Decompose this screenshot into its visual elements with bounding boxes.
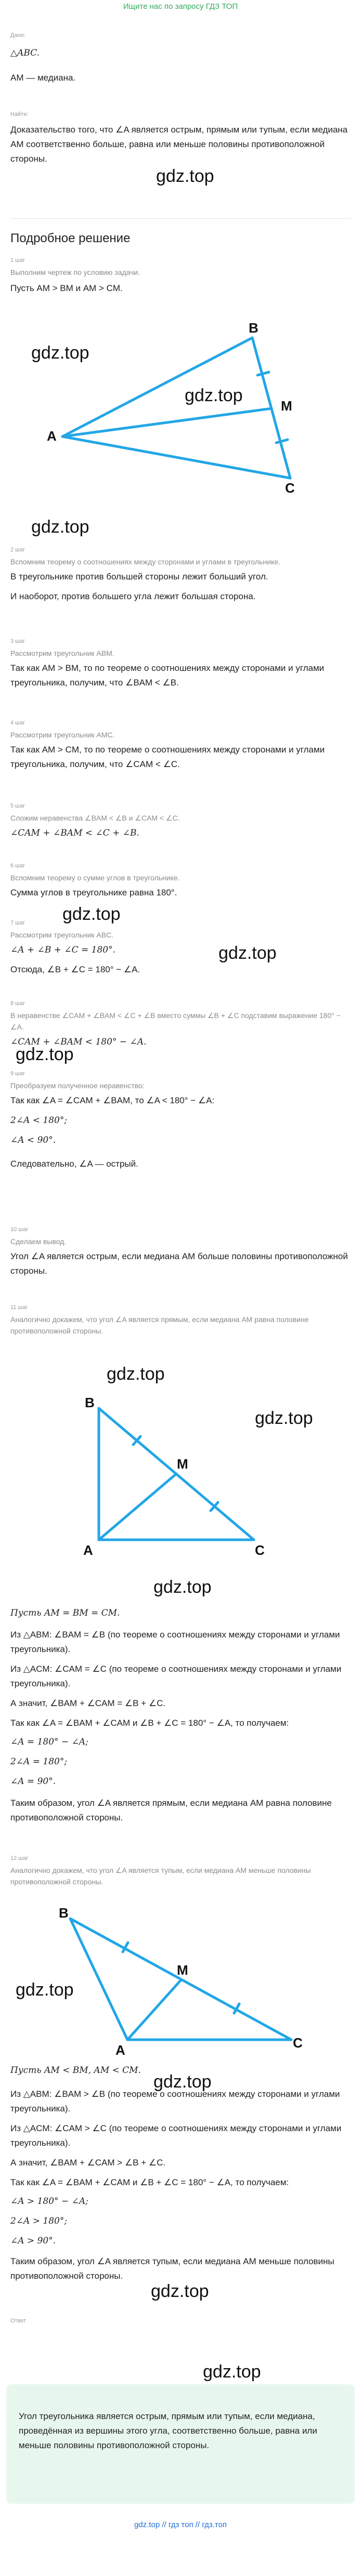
step-text: А значит, ∠BAM + ∠CAM = ∠B + ∠C. bbox=[10, 1698, 166, 1708]
step-title: Рассмотрим треугольник AMC. bbox=[10, 731, 115, 739]
watermark: gdz.top bbox=[107, 1364, 165, 1384]
step-4 bbox=[10, 720, 351, 772]
label-b: B bbox=[249, 320, 259, 336]
step-caption: 4 шаг bbox=[10, 720, 25, 726]
watermark: gdz.top bbox=[16, 1045, 74, 1064]
given-triangle: △ABC. bbox=[10, 48, 40, 58]
watermark: gdz.top bbox=[156, 166, 214, 186]
prove-block bbox=[10, 111, 351, 166]
step-9 bbox=[10, 1071, 351, 1171]
step-text: Пусть AM = BM = CM. bbox=[10, 1608, 120, 1618]
given-median: AM — медиана. bbox=[10, 73, 76, 83]
watermark: gdz.top bbox=[151, 2281, 209, 2301]
answer-text: Угол треугольника является острым, прямым или тупым, если медиана, проведённая из вершины этого угла, соответственно больше, равна или меньше половины противоположной стороны. bbox=[19, 2411, 317, 2450]
step-12-body bbox=[10, 2063, 351, 2283]
step-10 bbox=[10, 1226, 351, 1278]
step-text: 2∠A < 180°; bbox=[10, 1115, 68, 1126]
answer-label: Ответ bbox=[10, 2318, 27, 2324]
step-title: Сложим неравенства ∠BAM < ∠B и ∠CAM < ∠C. bbox=[10, 814, 180, 822]
step-text: Так как AM > CM, то по теореме о соотношениях между сторонами и углами треугольника, получим, что ∠CAM < ∠C. bbox=[10, 745, 325, 769]
step-text: 2∠A = 180°; bbox=[10, 1756, 68, 1767]
step-text: ∠A > 90°. bbox=[10, 2236, 56, 2246]
answer-caption bbox=[10, 2318, 351, 2324]
step-2 bbox=[10, 547, 351, 604]
watermark: gdz.top bbox=[203, 2362, 261, 2382]
step-text: Из △ACM: ∠CAM > ∠C (по теореме о соотношениях между сторонами и углами треугольника). bbox=[10, 2123, 342, 2148]
divider bbox=[10, 218, 351, 219]
step-5 bbox=[10, 803, 351, 840]
step-text: В треугольнике против большей стороны лежит больший угол. bbox=[10, 572, 268, 582]
prove-label: Найти: bbox=[10, 111, 29, 117]
label-b: B bbox=[59, 1905, 69, 1921]
label-m: M bbox=[281, 398, 292, 414]
step-text: Так как ∠A = ∠BAM + ∠CAM и ∠B + ∠C = 180° − ∠A, то получаем: bbox=[10, 2177, 289, 2187]
given-label: Дано: bbox=[10, 32, 25, 38]
step-text: Пусть AM > BM и AM > CM. bbox=[10, 283, 123, 293]
step-3 bbox=[10, 638, 351, 690]
figure-triangle-1 bbox=[0, 317, 361, 494]
label-b: B bbox=[85, 1395, 95, 1410]
step-caption: 10 шаг bbox=[10, 1226, 29, 1233]
step-text: Так как ∠A = ∠BAM + ∠CAM и ∠B + ∠C = 180° − ∠A, то получаем: bbox=[10, 1718, 289, 1728]
step-caption: 7 шаг bbox=[10, 920, 25, 926]
label-a: A bbox=[47, 428, 57, 444]
step-1 bbox=[10, 257, 351, 296]
step-8 bbox=[10, 1000, 351, 1049]
step-text: 2∠A > 180°; bbox=[10, 2216, 68, 2226]
step-caption: 5 шаг bbox=[10, 803, 25, 809]
step-caption: 2 шаг bbox=[10, 547, 25, 553]
step-text: А значит, ∠BAM + ∠CAM > ∠B + ∠C. bbox=[10, 2158, 166, 2168]
given-block bbox=[10, 32, 351, 85]
step-text: Пусть AM < BM, AM < CM. bbox=[10, 2065, 141, 2076]
label-m: M bbox=[177, 1962, 188, 1978]
step-title: В неравенстве ∠CAM + ∠BAM < ∠C + ∠B вместо суммы ∠B + ∠C подставим выражение 180° − ∠A. bbox=[10, 1011, 341, 1031]
step-text: ∠A > 180° − ∠A; bbox=[10, 2196, 88, 2207]
step-title: Рассмотрим треугольник ABC. bbox=[10, 931, 114, 939]
step-6 bbox=[10, 863, 351, 900]
step-text: Из △ACM: ∠CAM = ∠C (по теореме о соотношениях между сторонами и углами треугольника). bbox=[10, 1664, 342, 1688]
label-c: C bbox=[285, 480, 295, 494]
step-caption: 3 шаг bbox=[10, 638, 25, 644]
step-text: Из △ABM: ∠BAM = ∠B (по теореме о соотношениях между сторонами и углами треугольника). bbox=[10, 1630, 340, 1654]
step-text: Сумма углов в треугольнике равна 180°. bbox=[10, 888, 177, 897]
step-text: ∠A + ∠B + ∠C = 180°. bbox=[10, 945, 116, 955]
step-text: Угол ∠A является острым, если медиана AM больше половины противоположной стороны. bbox=[10, 1251, 348, 1276]
step-text: ∠CAM + ∠BAM < 180° − ∠A. bbox=[10, 1037, 147, 1047]
answer-box bbox=[6, 2384, 355, 2504]
step-caption: 11 шаг bbox=[10, 1304, 28, 1311]
watermark: gdz.top bbox=[218, 943, 277, 963]
step-caption: 1 шаг bbox=[10, 257, 25, 263]
watermark: gdz.top bbox=[31, 343, 89, 363]
step-caption: 9 шаг bbox=[10, 1071, 25, 1077]
label-a: A bbox=[115, 2042, 125, 2058]
step-text: Следовательно, ∠A — острый. bbox=[10, 1159, 138, 1169]
step-12 bbox=[10, 1855, 351, 1887]
figure-triangle-3 bbox=[0, 1897, 361, 2058]
prove-text: Доказательство того, что ∠A является острым, прямым или тупым, если медиана AM соответственно больше, равна или меньше половины противоположной стороны. bbox=[10, 125, 348, 164]
step-caption: 8 шаг bbox=[10, 1000, 25, 1007]
step-title: Выполним чертеж по условию задачи. bbox=[10, 268, 140, 276]
step-title: Преобразуем полученное неравенство: bbox=[10, 1081, 145, 1090]
step-title: Вспомним теорему о сумме углов в треугольнике. bbox=[10, 874, 180, 882]
step-text: ∠A = 90°. bbox=[10, 1776, 56, 1787]
watermark: gdz.top bbox=[255, 1408, 313, 1428]
label-m: M bbox=[177, 1456, 188, 1472]
step-text: Таким образом, угол ∠A является тупым, если медиана AM меньше половины противоположной стороны. bbox=[10, 2256, 334, 2281]
step-text: Так как ∠A = ∠CAM + ∠BAM, то ∠A < 180° − ∠A: bbox=[10, 1095, 215, 1105]
step-11-body bbox=[10, 1606, 351, 1825]
watermark: gdz.top bbox=[153, 1577, 212, 1597]
search-hint-link[interactable]: Ищите нас по запросу ГДЗ ТОП bbox=[123, 2, 238, 11]
label-c: C bbox=[293, 2035, 303, 2051]
step-text: ∠A = 180° − ∠A; bbox=[10, 1737, 88, 1747]
step-title: Рассмотрим треугольник ABM. bbox=[10, 649, 114, 657]
step-7 bbox=[10, 920, 351, 977]
step-title: Сделаем вывод. bbox=[10, 1237, 67, 1246]
step-title: Вспомним теорему о соотношениях между сторонами и углами в треугольнике. bbox=[10, 558, 280, 566]
figure-triangle-2 bbox=[0, 1388, 361, 1564]
step-text: ∠A < 90°. bbox=[10, 1135, 56, 1145]
solution-title: Подробное решение bbox=[10, 231, 131, 245]
step-text: ∠CAM + ∠BAM < ∠C + ∠B. bbox=[10, 828, 139, 838]
step-text: И наоборот, против большего угла лежит большая сторона. bbox=[10, 591, 256, 601]
watermark: gdz.top bbox=[62, 904, 121, 924]
watermark: gdz.top bbox=[153, 2072, 212, 2092]
watermark: gdz.top bbox=[31, 517, 89, 537]
step-title: Аналогично докажем, что угол ∠A является прямым, если медиана AM равна половине противоположной стороны. bbox=[10, 1315, 309, 1335]
step-title: Аналогично докажем, что угол ∠A является тупым, если медиана AM меньше половины противоположной стороны. bbox=[10, 1866, 311, 1886]
step-caption: 6 шаг bbox=[10, 863, 25, 869]
watermark: gdz.top bbox=[185, 386, 243, 405]
step-text: Таким образом, угол ∠A является прямым, если медиана AM равна половине противоположной стороны. bbox=[10, 1798, 332, 1822]
watermark: gdz.top bbox=[16, 1980, 74, 2000]
label-c: C bbox=[255, 1542, 265, 1558]
step-text: Из △ABM: ∠BAM > ∠B (по теореме о соотношениях между сторонами и углами треугольника). bbox=[10, 2089, 340, 2113]
footer-links[interactable]: gdz.top // гдз топ // гдз.топ bbox=[134, 2520, 227, 2529]
step-11 bbox=[10, 1304, 351, 1337]
step-text: Отсюда, ∠B + ∠C = 180° − ∠A. bbox=[10, 965, 140, 974]
label-a: A bbox=[83, 1542, 93, 1558]
step-caption: 12 шаг bbox=[10, 1855, 29, 1861]
step-text: Так как AM > BM, то по теореме о соотношениях между сторонами и углами треугольника, получим, что ∠BAM < ∠B. bbox=[10, 663, 325, 688]
